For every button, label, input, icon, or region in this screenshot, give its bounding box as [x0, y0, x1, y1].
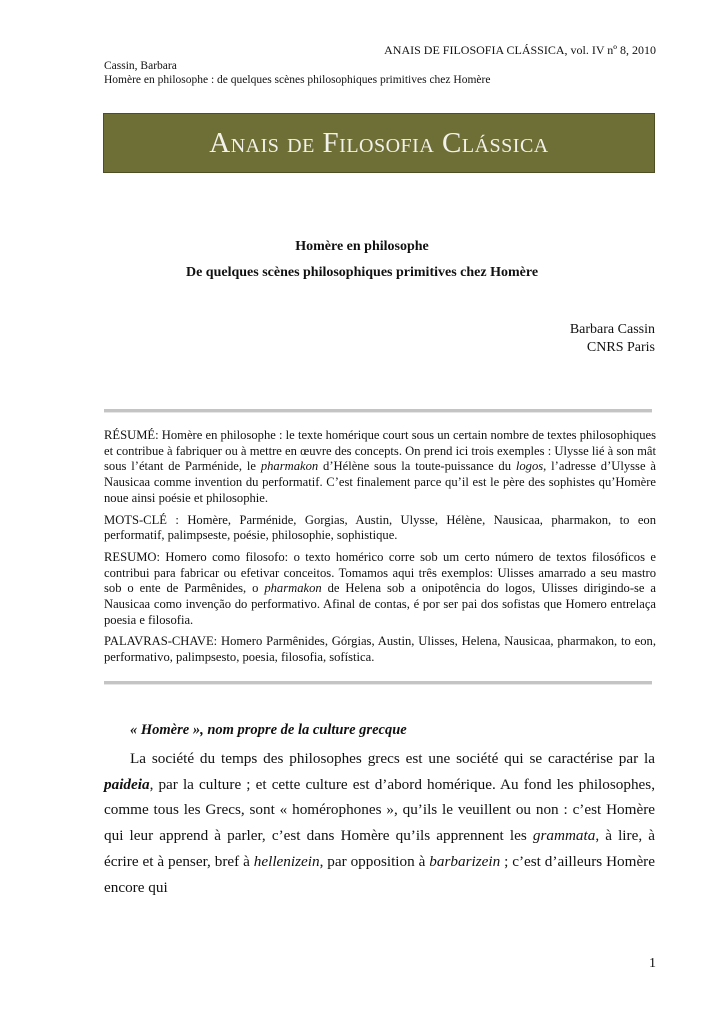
article-subtitle: De quelques scènes philosophiques primitives chez Homère — [185, 265, 539, 280]
resume-paragraph — [104, 428, 656, 507]
body-emphasis-grammata: grammata — [532, 827, 596, 845]
body-emphasis-paideia: paideia — [104, 775, 150, 793]
body-emphasis-barbarizein: barbarizein — [429, 852, 501, 870]
page-number: 1 — [649, 956, 656, 971]
body-text-2: par la culture ; et cette culture est d’abord homérique. Au fond les philosophes, comme tous les Grecs, sont « homérophones », qu’ils le veuillent ou non : c’est Homère qui leur apprend à parler, c’est dans Homère qu’ils apprennent les — [104, 775, 655, 845]
mots-cle-paragraph: MOTS-CLÉ : Homère, Parménide, Gorgias, Austin, Ulysse, Hélène, Nausicaa, pharmakon, to eon performatif, palimpseste, poésie, philosophie, sophistique. — [104, 512, 656, 543]
resumo-text-2: de Helena sob a onipotência do logos, Ulisses dirigindo-se a Nausicaa como invenção do performativo. Afinal de contas, é por ser pai dos sofistas que Homero entrelaça poesia e filosofia. — [104, 581, 657, 627]
resumo-text-1: RESUMO: Homero como filosofo: o texto homérico corre sob um certo número de textos filosóficos e contribui para fabricar ou efetivar conceitos. Tomamos aqui três exemplos: Ulisses amarrado a seu mastro sob o ente de Parmênides, o — [104, 549, 656, 596]
abstract-block — [104, 428, 656, 672]
resume-text-3: , l’adresse d’Ulysse à Nausicaa comme invention du performatif. C’est finalement parce qu’il est le père des sophistes qu’Homère noue ainsi poésie et philosophie. — [104, 459, 656, 505]
resume-text-1: RÉSUMÉ: Homère en philosophe : le texte homérique court sous un certain nombre de textes philosophiques et contribue à fabriquer ou à mettre en œuvre des concepts. On prend ici trois exemples : Ulysse lié à son mât sous l’étant de Parménide, le — [104, 428, 656, 474]
running-header-author: Cassin, Barbara — [104, 60, 177, 72]
body-text-4: , par opposition à — [319, 852, 430, 870]
divider-top — [104, 409, 652, 413]
palavras-chave-paragraph: PALAVRAS-CHAVE: Homero Parmênides, Górgias, Austin, Ulisses, Helena, Nausicaa, pharmakon, to eon, performativo, palimpsesto, poesia, filosofia, sofística. — [104, 634, 656, 665]
author-affiliation — [570, 321, 655, 357]
resumo-paragraph — [104, 550, 656, 629]
running-header-journal: ANAIS DE FILOSOFIA CLÁSSICA, vol. IV nº 8, 2010 — [384, 43, 656, 57]
running-header-article-title: Homère en philosophe : de quelques scènes philosophiques primitives chez Homère — [104, 74, 491, 86]
section-heading: « Homère », nom propre de la culture grecque — [130, 722, 407, 738]
divider-bottom — [104, 681, 652, 685]
resume-text-2: d’Hélène sous la toute-puissance du — [318, 459, 516, 474]
body-text — [104, 746, 655, 900]
body-text-3: , à lire, à écrire et à penser, bref à — [104, 827, 655, 870]
journal-banner-text: Anais de Filosofia Clássica — [209, 126, 549, 159]
resume-emphasis-logos: logos — [515, 459, 544, 474]
body-text-5: ; c’est d’ailleurs Homère encore qui — [104, 852, 655, 896]
author-institution: CNRS Paris — [586, 340, 655, 355]
resumo-emphasis-pharmakon: pharmakon — [264, 581, 322, 596]
body-text-1: La société du temps des philosophes grecs est une société qui se caractérise par la — [130, 750, 655, 767]
author-name: Barbara Cassin — [569, 322, 655, 337]
journal-banner — [103, 113, 655, 173]
resume-emphasis-pharmakon: pharmakon — [260, 459, 319, 474]
body-paragraph: La société du temps des philosophes grecs est une société qui se caractérise par la paideia, par la culture ; et cette culture est d’abord homérique. Au fond les philosophes, comme tous les Grecs, sont « homérophones », qu’ils le veuillent ou non : c’est Homère qui leur apprend à parler, c’est dans Homère qu’ils apprennent les grammata, à lire, à écrire et à penser, bref à hellenizein, par opposition à barbarizein ; c’est d’ailleurs Homère encore qui — [104, 750, 655, 896]
body-emphasis-hellenizein: hellenizein — [253, 852, 320, 870]
article-title: Homère en philosophe — [295, 239, 429, 254]
